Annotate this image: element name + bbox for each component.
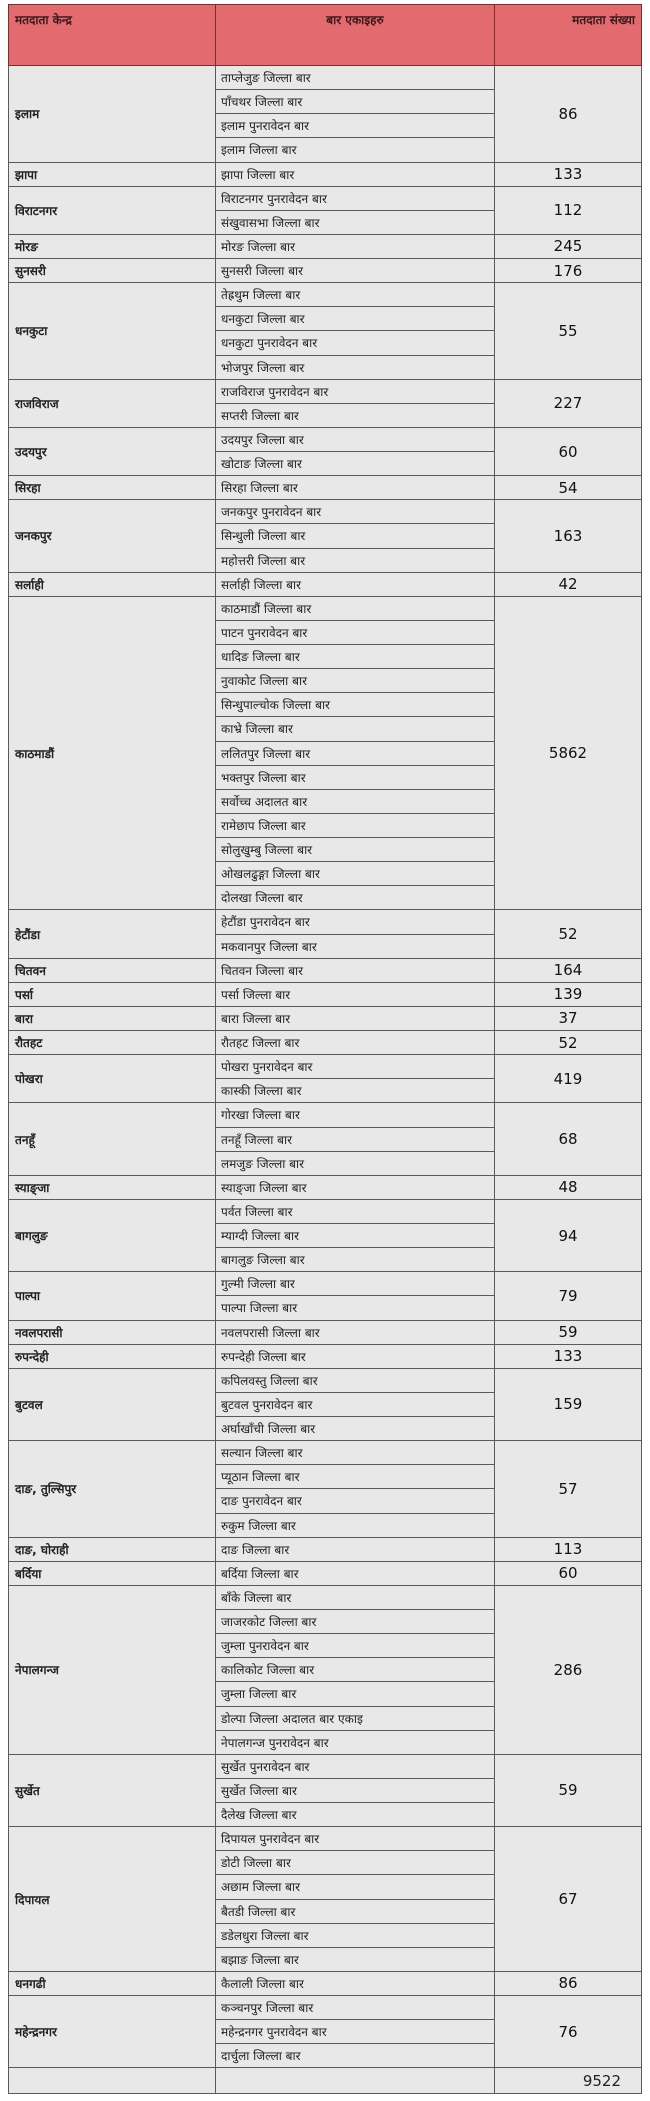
- bar-unit-cell: सप्तरी जिल्ला बार: [216, 403, 495, 427]
- voter-count-cell: 5862: [495, 596, 642, 910]
- bar-unit-cell: जुम्ला जिल्ला बार: [216, 1682, 495, 1706]
- table-row: [9, 234, 642, 258]
- table-row: [9, 476, 642, 500]
- bar-unit-cell: रुपन्देही जिल्ला बार: [216, 1344, 495, 1368]
- bar-unit-cell: नेपालगन्ज पुनरावेदन बार: [216, 1730, 495, 1754]
- bar-unit-cell: सुनसरी जिल्ला बार: [216, 259, 495, 283]
- bar-unit-cell: दोलखा जिल्ला बार: [216, 886, 495, 910]
- voting-center-cell: बारा: [9, 1006, 216, 1030]
- bar-unit-cell: इलाम पुनरावेदन बार: [216, 114, 495, 138]
- bar-unit-cell: धनकुटा पुनरावेदन बार: [216, 331, 495, 355]
- bar-unit-cell: म्याग्दी जिल्ला बार: [216, 1224, 495, 1248]
- bar-unit-cell: रामेछाप जिल्ला बार: [216, 813, 495, 837]
- table-row: [9, 1344, 642, 1368]
- bar-unit-cell: कालिकोट जिल्ला बार: [216, 1658, 495, 1682]
- voter-count-cell: 57: [495, 1441, 642, 1538]
- bar-unit-cell: पोखरा पुनरावेदन बार: [216, 1055, 495, 1079]
- voter-count-cell: 286: [495, 1585, 642, 1754]
- bar-unit-cell: रुकुम जिल्ला बार: [216, 1513, 495, 1537]
- bar-unit-cell: ललितपुर जिल्ला बार: [216, 741, 495, 765]
- table-row: [9, 910, 642, 934]
- voter-count-cell: 133: [495, 162, 642, 186]
- bar-unit-cell: सुर्खेत जिल्ला बार: [216, 1778, 495, 1802]
- voter-count-cell: 76: [495, 1996, 642, 2068]
- voting-center-cell: सुर्खेत: [9, 1754, 216, 1826]
- voter-count-cell: 176: [495, 259, 642, 283]
- voting-center-cell: सुनसरी: [9, 259, 216, 283]
- bar-unit-cell: महेन्द्रनगर पुनरावेदन बार: [216, 2020, 495, 2044]
- voting-center-cell: धनगढी: [9, 1971, 216, 1995]
- bar-unit-cell: राजविराज पुनरावेदन बार: [216, 379, 495, 403]
- bar-unit-cell: दिपायल पुनरावेदन बार: [216, 1827, 495, 1851]
- voter-count-cell: 37: [495, 1006, 642, 1030]
- bar-unit-cell: नुवाकोट जिल्ला बार: [216, 669, 495, 693]
- voter-table-container: [8, 4, 641, 2094]
- bar-unit-cell: नवलपरासी जिल्ला बार: [216, 1320, 495, 1344]
- voting-center-cell: सर्लाही: [9, 572, 216, 596]
- total-row: [9, 2068, 642, 2094]
- voting-center-cell: महेन्द्रनगर: [9, 1996, 216, 2068]
- bar-unit-cell: पाटन पुनरावेदन बार: [216, 620, 495, 644]
- table-row: [9, 427, 642, 451]
- bar-unit-cell: मकवानपुर जिल्ला बार: [216, 934, 495, 958]
- bar-unit-cell: तनहूँ जिल्ला बार: [216, 1127, 495, 1151]
- table-row: [9, 1585, 642, 1609]
- bar-unit-cell: प्यूठान जिल्ला बार: [216, 1465, 495, 1489]
- bar-unit-cell: तेह्रथुम जिल्ला बार: [216, 283, 495, 307]
- header-voting-center: मतदाता केन्द्र: [9, 5, 216, 66]
- voting-center-cell: मोरङ: [9, 234, 216, 258]
- bar-unit-cell: अछाम जिल्ला बार: [216, 1875, 495, 1899]
- voter-count-cell: 227: [495, 379, 642, 427]
- total-voter-count: 9522: [495, 2068, 642, 2094]
- bar-unit-cell: जाजरकोट जिल्ला बार: [216, 1610, 495, 1634]
- bar-unit-cell: संखुवासभा जिल्ला बार: [216, 210, 495, 234]
- bar-unit-cell: काठमाडौं जिल्ला बार: [216, 596, 495, 620]
- bar-unit-cell: झापा जिल्ला बार: [216, 162, 495, 186]
- table-row: [9, 1537, 642, 1561]
- voting-center-cell: रौतहट: [9, 1031, 216, 1055]
- voting-center-cell: नेपालगन्ज: [9, 1585, 216, 1754]
- bar-unit-cell: दार्चुला जिल्ला बार: [216, 2044, 495, 2068]
- bar-unit-cell: सोलुखुम्बु जिल्ला बार: [216, 838, 495, 862]
- bar-unit-cell: पर्वत जिल्ला बार: [216, 1199, 495, 1223]
- bar-unit-cell: डडेलधुरा जिल्ला बार: [216, 1923, 495, 1947]
- bar-unit-cell: डोल्पा जिल्ला अदालत बार एकाइ: [216, 1706, 495, 1730]
- bar-unit-cell: काभ्रे जिल्ला बार: [216, 717, 495, 741]
- bar-unit-cell: इलाम जिल्ला बार: [216, 138, 495, 162]
- table-row: [9, 1561, 642, 1585]
- bar-unit-cell: उदयपुर जिल्ला बार: [216, 427, 495, 451]
- voter-count-cell: 112: [495, 186, 642, 234]
- bar-unit-cell: बाँके जिल्ला बार: [216, 1585, 495, 1609]
- table-body: [9, 66, 642, 2094]
- table-row: [9, 500, 642, 524]
- total-empty-cell: [216, 2068, 495, 2094]
- bar-unit-cell: सर्वोच्च अदालत बार: [216, 789, 495, 813]
- table-row: [9, 1827, 642, 1851]
- voting-center-cell: बर्दिया: [9, 1561, 216, 1585]
- voter-count-cell: 79: [495, 1272, 642, 1320]
- table-row: [9, 1031, 642, 1055]
- table-row: [9, 1754, 642, 1778]
- bar-unit-cell: अर्घाखाँची जिल्ला बार: [216, 1417, 495, 1441]
- bar-unit-cell: विराटनगर पुनरावेदन बार: [216, 186, 495, 210]
- table-row: [9, 982, 642, 1006]
- table-header-row: [9, 5, 642, 66]
- voting-center-cell: धनकुटा: [9, 283, 216, 380]
- header-bar-units: बार एकाइहरु: [216, 5, 495, 66]
- voting-center-cell: तनहूँ: [9, 1103, 216, 1175]
- table-row: [9, 1175, 642, 1199]
- bar-unit-cell: पाल्पा जिल्ला बार: [216, 1296, 495, 1320]
- voter-count-cell: 163: [495, 500, 642, 572]
- bar-unit-cell: दाङ पुनरावेदन बार: [216, 1489, 495, 1513]
- voter-count-cell: 68: [495, 1103, 642, 1175]
- bar-unit-cell: कञ्चनपुर जिल्ला बार: [216, 1996, 495, 2020]
- bar-unit-cell: जुम्ला पुनरावेदन बार: [216, 1634, 495, 1658]
- table-row: [9, 1006, 642, 1030]
- voting-center-cell: उदयपुर: [9, 427, 216, 475]
- table-row: [9, 1199, 642, 1223]
- voting-center-cell: जनकपुर: [9, 500, 216, 572]
- bar-unit-cell: सल्यान जिल्ला बार: [216, 1441, 495, 1465]
- voter-count-cell: 42: [495, 572, 642, 596]
- bar-unit-cell: सर्लाही जिल्ला बार: [216, 572, 495, 596]
- table-row: [9, 259, 642, 283]
- voting-center-cell: राजविराज: [9, 379, 216, 427]
- voter-count-cell: 48: [495, 1175, 642, 1199]
- bar-unit-cell: रौतहट जिल्ला बार: [216, 1031, 495, 1055]
- bar-unit-cell: गुल्मी जिल्ला बार: [216, 1272, 495, 1296]
- voting-center-cell: रुपन्देही: [9, 1344, 216, 1368]
- voting-center-cell: पाल्पा: [9, 1272, 216, 1320]
- voting-center-cell: सिरहा: [9, 476, 216, 500]
- bar-unit-cell: स्याङ्जा जिल्ला बार: [216, 1175, 495, 1199]
- bar-unit-cell: ताप्लेजुङ जिल्ला बार: [216, 66, 495, 90]
- bar-unit-cell: डोटी जिल्ला बार: [216, 1851, 495, 1875]
- table-row: [9, 186, 642, 210]
- voter-count-cell: 54: [495, 476, 642, 500]
- voting-center-cell: हेटौंडा: [9, 910, 216, 958]
- voter-count-cell: 52: [495, 1031, 642, 1055]
- voting-center-cell: इलाम: [9, 66, 216, 163]
- bar-unit-cell: भोजपुर जिल्ला बार: [216, 355, 495, 379]
- voter-count-cell: 133: [495, 1344, 642, 1368]
- table-row: [9, 1441, 642, 1465]
- voting-center-cell: पर्सा: [9, 982, 216, 1006]
- table-row: [9, 1055, 642, 1079]
- voter-count-cell: 59: [495, 1320, 642, 1344]
- voter-count-cell: 139: [495, 982, 642, 1006]
- bar-unit-cell: महोत्तरी जिल्ला बार: [216, 548, 495, 572]
- bar-unit-cell: ओखलढुङ्गा जिल्ला बार: [216, 862, 495, 886]
- voting-center-cell: चितवन: [9, 958, 216, 982]
- table-row: [9, 1272, 642, 1296]
- voter-count-cell: 164: [495, 958, 642, 982]
- bar-unit-cell: बैतडी जिल्ला बार: [216, 1899, 495, 1923]
- voting-center-cell: झापा: [9, 162, 216, 186]
- table-row: [9, 379, 642, 403]
- voter-count-cell: 59: [495, 1754, 642, 1826]
- voter-count-cell: 60: [495, 1561, 642, 1585]
- voter-count-cell: 86: [495, 66, 642, 163]
- voting-center-cell: दिपायल: [9, 1827, 216, 1972]
- bar-unit-cell: सिन्धुली जिल्ला बार: [216, 524, 495, 548]
- voter-count-cell: 67: [495, 1827, 642, 1972]
- bar-unit-cell: सिरहा जिल्ला बार: [216, 476, 495, 500]
- table-row: [9, 66, 642, 90]
- bar-unit-cell: कैलाली जिल्ला बार: [216, 1971, 495, 1995]
- voter-count-cell: 113: [495, 1537, 642, 1561]
- bar-unit-cell: पाँचथर जिल्ला बार: [216, 90, 495, 114]
- voting-center-cell: दाङ, घोराही: [9, 1537, 216, 1561]
- voting-center-cell: काठमाडौं: [9, 596, 216, 910]
- table-row: [9, 1971, 642, 1995]
- voter-centers-table: [8, 4, 642, 2094]
- table-row: [9, 1103, 642, 1127]
- table-row: [9, 1320, 642, 1344]
- voting-center-cell: नवलपरासी: [9, 1320, 216, 1344]
- voter-count-cell: 55: [495, 283, 642, 380]
- voting-center-cell: विराटनगर: [9, 186, 216, 234]
- voter-count-cell: 52: [495, 910, 642, 958]
- bar-unit-cell: कास्की जिल्ला बार: [216, 1079, 495, 1103]
- bar-unit-cell: बारा जिल्ला बार: [216, 1006, 495, 1030]
- bar-unit-cell: जनकपुर पुनरावेदन बार: [216, 500, 495, 524]
- bar-unit-cell: बझाङ जिल्ला बार: [216, 1947, 495, 1971]
- table-row: [9, 596, 642, 620]
- table-row: [9, 1368, 642, 1392]
- bar-unit-cell: दाङ जिल्ला बार: [216, 1537, 495, 1561]
- bar-unit-cell: गोरखा जिल्ला बार: [216, 1103, 495, 1127]
- bar-unit-cell: खोटाङ जिल्ला बार: [216, 452, 495, 476]
- voter-count-cell: 60: [495, 427, 642, 475]
- voter-count-cell: 86: [495, 1971, 642, 1995]
- voting-center-cell: स्याङ्जा: [9, 1175, 216, 1199]
- header-voter-count: मतदाता संख्या: [495, 5, 642, 66]
- voter-count-cell: 419: [495, 1055, 642, 1103]
- bar-unit-cell: दैलेख जिल्ला बार: [216, 1803, 495, 1827]
- table-row: [9, 283, 642, 307]
- bar-unit-cell: पर्सा जिल्ला बार: [216, 982, 495, 1006]
- table-row: [9, 958, 642, 982]
- bar-unit-cell: मोरङ जिल्ला बार: [216, 234, 495, 258]
- bar-unit-cell: बागलुङ जिल्ला बार: [216, 1248, 495, 1272]
- bar-unit-cell: हेटौंडा पुनरावेदन बार: [216, 910, 495, 934]
- table-row: [9, 572, 642, 596]
- voting-center-cell: बुटवल: [9, 1368, 216, 1440]
- bar-unit-cell: सुर्खेत पुनरावेदन बार: [216, 1754, 495, 1778]
- bar-unit-cell: भक्तपुर जिल्ला बार: [216, 765, 495, 789]
- bar-unit-cell: सिन्धुपाल्चोक जिल्ला बार: [216, 693, 495, 717]
- bar-unit-cell: लमजुङ जिल्ला बार: [216, 1151, 495, 1175]
- voting-center-cell: पोखरा: [9, 1055, 216, 1103]
- bar-unit-cell: बुटवल पुनरावेदन बार: [216, 1392, 495, 1416]
- voter-count-cell: 159: [495, 1368, 642, 1440]
- voting-center-cell: दाङ, तुल्सिपुर: [9, 1441, 216, 1538]
- bar-unit-cell: कपिलवस्तु जिल्ला बार: [216, 1368, 495, 1392]
- total-empty-cell: [9, 2068, 216, 2094]
- voting-center-cell: बागलुङ: [9, 1199, 216, 1271]
- bar-unit-cell: चितवन जिल्ला बार: [216, 958, 495, 982]
- bar-unit-cell: धादिङ जिल्ला बार: [216, 645, 495, 669]
- table-row: [9, 162, 642, 186]
- table-row: [9, 1996, 642, 2020]
- voter-count-cell: 94: [495, 1199, 642, 1271]
- bar-unit-cell: बर्दिया जिल्ला बार: [216, 1561, 495, 1585]
- voter-count-cell: 245: [495, 234, 642, 258]
- bar-unit-cell: धनकुटा जिल्ला बार: [216, 307, 495, 331]
